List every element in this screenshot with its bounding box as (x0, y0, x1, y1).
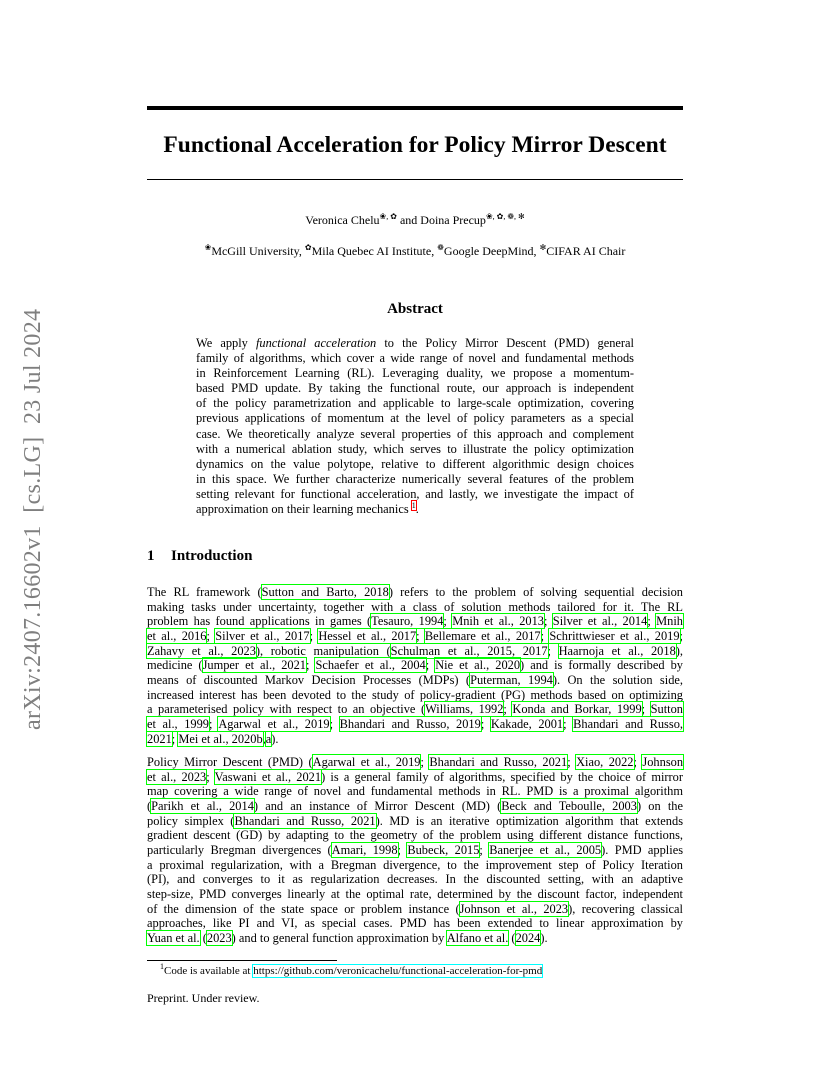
citation-link[interactable]: Mei et al., 2020b (178, 731, 263, 746)
citation-link[interactable]: Bubeck, 2015 (407, 842, 480, 857)
affiliation: Google DeepMind, (443, 244, 540, 258)
citation-link[interactable]: Silver et al., 2017 (215, 628, 310, 643)
citation-link[interactable]: Konda and Borkar, 1999 (512, 702, 642, 717)
text-line: increased interest has been devoted to the study of policy-gradient (PG) methods based on optimizing (147, 687, 683, 702)
text-line: a parameterised policy with respect to an objective (Williams, 1992; Konda and Borkar, 1999; Sutton (147, 702, 683, 717)
abstract-text: We apply (196, 336, 256, 350)
footnote (160, 964, 542, 978)
text-line: Yuan et al. (2023) and to general function approximation by Alfano et al. (2024). (147, 930, 548, 945)
footnote-ref-link[interactable]: 1 (411, 501, 416, 511)
text-line: (Parikh et al., 2014) and an instance of Mirror Descent (MD) (Beck and Teboulle, 2003) on the (147, 798, 683, 813)
affil-mark: ✿ (304, 243, 312, 252)
citation-link[interactable]: Hessel et al., 2017 (318, 628, 417, 643)
text-line: et al., 2016; Silver et al., 2017; Hessel et al., 2017; Bellemare et al., 2017; Schrittwieser et al., 2019; (147, 628, 683, 643)
text-line: The RL framework (Sutton and Barto, 2018) refers to the problem of solving sequential decision (147, 585, 684, 599)
citation-link[interactable]: Mnih (656, 614, 683, 629)
affiliation: CIFAR AI Chair (546, 244, 626, 258)
citation-link[interactable]: Bhandari and Russo, 2019 (339, 716, 481, 731)
text-line: approaches, like PI and VI, as special cases. PMD has been extended to linear approximation by (147, 916, 683, 931)
section-title: Introduction (171, 548, 253, 564)
text-line: step-size, PMD converges linearly at the optimal rate, determined by the discount factor, independent (147, 886, 683, 901)
citation-link[interactable]: Kakade, 2001 (490, 716, 564, 731)
citation-link[interactable]: Bellemare et al., 2017 (424, 628, 541, 643)
citation-link[interactable]: Johnson et al., 2023 (459, 901, 569, 916)
affiliation: McGill University, (211, 244, 305, 258)
abstract-line: setting relevant for functional acceleration, and lastly, we investigate the impact of (196, 486, 634, 501)
affil-mark: ✻ (539, 243, 547, 252)
citation-link[interactable]: 2023 (206, 930, 232, 945)
footnote-mark: 1 (160, 962, 164, 971)
affil-mark: ❀ (204, 243, 212, 252)
affil-mark: ❁ (437, 243, 444, 252)
affiliation-line (147, 243, 683, 259)
abstract-line: case. We theoretically analyze several properties of this approach and complement (196, 426, 634, 441)
abstract-text: . (415, 502, 419, 517)
citation-link[interactable]: Schrittwieser et al., 2019 (549, 628, 680, 643)
citation-link[interactable]: Schulman et al., 2015, 2017 (390, 643, 548, 658)
citation-link[interactable]: Parikh et al., 2014 (151, 798, 254, 813)
citation-link[interactable]: et al., 2016 (147, 628, 207, 643)
abstract-text: to the Policy Mirror Descent (PMD) general (376, 336, 634, 350)
footnote-text: Code is available at (164, 965, 254, 977)
citation-link[interactable]: Agarwal et al., 2019 (218, 716, 330, 731)
abstract-line: in Reinforcement Learning (RL). Leveraging duality, we propose a momentum- (196, 366, 634, 381)
preprint-notice: Preprint. Under review. (147, 991, 260, 1005)
abstract-text: approximation on their learning mechanics (196, 502, 412, 517)
citation-link[interactable]: Williams, 1992 (425, 702, 504, 717)
citation-link[interactable]: Yuan et al. (147, 930, 200, 945)
citation-link[interactable]: Puterman, 1994 (470, 672, 553, 687)
citation-link[interactable]: a (265, 731, 272, 746)
citation-link[interactable]: Alfano et al. (446, 930, 509, 945)
author-name: Veronica Chelu (305, 213, 380, 227)
text-line: (PI), and converges to it as regularization decreases. In the discounted setting, with an adaptive (147, 872, 683, 887)
text-line: of the dimension of the state space or problem instance (Johnson et al., 2023), recovering classical (147, 901, 683, 916)
citation-link[interactable]: et al., 1999 (147, 716, 210, 731)
text-line: making tasks under uncertainty, together with a class of solution methods tailored for it. The RL (147, 599, 683, 614)
citation-link[interactable]: Xiao, 2022 (576, 755, 634, 769)
citation-link[interactable]: 2021 (147, 731, 172, 746)
text-line: medicine (Jumper et al., 2021; Schaefer et al., 2004; Nie et al., 2020) and is formally described by (147, 658, 683, 673)
abstract-heading: Abstract (387, 301, 443, 317)
abstract-line: family of algorithms, which cover a wide range of novel and fundamental methods (196, 351, 634, 366)
author-affil-marks: ❀, ✿, ❁, ✻ (485, 212, 525, 221)
text-line: et al., 1999; Agarwal et al., 2019; Bhandari and Russo, 2019; Kakade, 2001; Bhandari and Russo, (147, 716, 683, 731)
section-heading (147, 548, 252, 565)
abstract-emphasis: functional acceleration (255, 336, 377, 350)
text-line: 2021; Mei et al., 2020b,a). (147, 731, 279, 746)
author-affil-marks: ❀, ✿ (379, 212, 397, 221)
citation-link[interactable]: Banerjee et al., 2005 (489, 842, 602, 857)
abstract-line (196, 502, 634, 517)
text-line: particularly Bregman divergences (Amari, 1998; Bubeck, 2015; Banerjee et al., 2005). PMD applies (147, 842, 684, 857)
text-line: Policy Mirror Descent (PMD) (Agarwal et al., 2019; Bhandari and Russo, 2021; Xiao, 2022; Johnson (147, 755, 684, 769)
citation-link[interactable]: Bhandari and Russo, (573, 716, 683, 731)
abstract-line: of the policy parametrization and applicable to large-scale optimization, covering (196, 396, 634, 411)
abstract-line (196, 336, 634, 351)
text-line: gradient descent (GD) by adapting to the geometry of the problem using different distance functions, (147, 828, 683, 843)
abstract-body (196, 336, 634, 517)
citation-link[interactable]: Bhandari and Russo, 2021 (234, 813, 376, 828)
author-separator: and (396, 213, 421, 227)
arxiv-identifier: arXiv:2407.16602v1 [cs.LG] 23 Jul 2024 (20, 308, 46, 730)
citation-link[interactable]: Schaefer et al., 2004 (315, 658, 426, 673)
citation-link[interactable]: Mnih et al., 2013 (452, 614, 544, 629)
citation-link[interactable]: Haarnoja et al., 2018 (558, 643, 676, 658)
text-line: a proximal regularization, with a Bregman divergence, to the improvement step of Policy Iteration (147, 857, 683, 872)
abstract-line: in this space. We further characterize numerically several features of the problem (196, 471, 634, 486)
section-number: 1 (147, 548, 155, 564)
author-name: Doina Precup (420, 213, 486, 227)
paper-title: Functional Acceleration for Policy Mirror Descent (163, 132, 667, 158)
intro-paragraph-2 (147, 755, 683, 946)
citation-link[interactable]: 2024 (515, 930, 541, 945)
citation-link[interactable]: Sutton (650, 702, 683, 717)
text-line: policy simplex (Bhandari and Russo, 2021). MD is an iterative optimization algorithm that extends (147, 813, 684, 828)
text-line: problem has found applications in games (Tesauro, 1994; Mnih et al., 2013; Silver et al., 2014; Mnih (147, 614, 683, 629)
abstract-line: previous applications of momentum at the level of policy parameters as a special (196, 411, 634, 426)
citation-link[interactable]: Tesauro, 1994 (371, 614, 444, 629)
text-line: et al., 2023; Vaswani et al., 2021) is a general family of algorithms, specified by the choice of mirror (147, 769, 684, 784)
text-line: means of discounted Markov Decision Processes (MDPs) (Puterman, 1994). On the solution side, (147, 672, 683, 687)
citation-link[interactable]: Silver et al., 2014 (552, 614, 648, 629)
citation-link[interactable]: Beck and Teboulle, 2003 (501, 798, 637, 813)
citation-link[interactable]: Bhandari and Russo, 2021 (429, 755, 568, 769)
citation-link[interactable]: Jumper et al., 2021 (202, 658, 306, 673)
code-url-link[interactable]: https://github.com/veronicachelu/functional-acceleration-for-pmd (253, 965, 543, 977)
abstract-line: dynamics on the value polytope, relative to different algorithmic design choices (196, 456, 634, 471)
citation-link[interactable]: et al., 2023 (147, 769, 207, 784)
citation-link[interactable]: Johnson (642, 755, 684, 769)
title-bottom-rule (147, 179, 683, 180)
citation-link[interactable]: Nie et al., 2020 (435, 658, 521, 673)
author-line (147, 212, 683, 228)
citation-link[interactable]: Amari, 1998 (331, 842, 398, 857)
affiliation: Mila Quebec AI Institute, (311, 244, 438, 258)
intro-paragraph-1 (147, 585, 683, 746)
citation-link[interactable]: Zahavy et al., 2023 (147, 643, 256, 658)
footnote-rule (147, 960, 337, 961)
citation-link[interactable]: Agarwal et al., 2019 (312, 755, 421, 769)
title-top-rule (147, 106, 683, 110)
abstract-line: based PMD update. By taking the functional route, our approach is independent (196, 381, 634, 396)
citation-link[interactable]: Vaswani et al., 2021 (214, 769, 322, 784)
citation-link[interactable]: Sutton and Barto, 2018 (261, 585, 389, 599)
text-line: map covering a wide range of novel and fundamental methods in RL. PMD is a proximal algorithm (147, 784, 683, 799)
text-line: Zahavy et al., 2023), robotic manipulation (Schulman et al., 2015, 2017; Haarnoja et al., 2018), (147, 643, 684, 658)
abstract-line: with a numerical ablation study, which serves to illustrate the policy optimization (196, 441, 634, 456)
